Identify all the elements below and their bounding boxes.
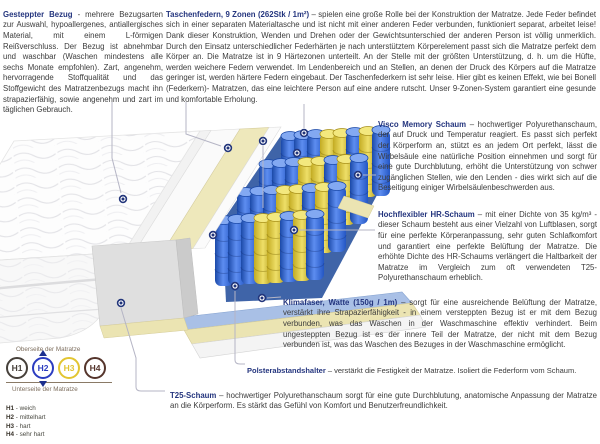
hardness-legend: [6, 405, 144, 440]
callout-dot-springs-b: [293, 149, 301, 157]
section-title: Klimafaser, Watte (150g / 1m): [283, 297, 398, 307]
callout-dot-taschenfedern: [300, 129, 308, 137]
section-klimafaser: [283, 298, 597, 351]
hardness-option-h2-wrap: [32, 357, 54, 379]
legend-item: H3 - hart: [6, 422, 31, 430]
callout-dot-klima: [258, 294, 266, 302]
callout-dot-cover: [119, 195, 127, 203]
hardness-option-h1-wrap: [6, 357, 28, 379]
section-body: – spielen eine große Rolle bei der Konstruktion der Matratze. Jede Feder befindet sich in einer separaten Materialtasche und ist nicht mit einer anderen Feder verbunden, funktioniert separat, arbeitet leise! Dank dieser Konstruktion, Wenden und Drehen oder der Gewichtsunterschied der anderen Person ist völlig unmerklich. Durch den Einsatz unterschiedlicher Federhärten je nach unterstütztem Körperelement passt sich die Matratze perfekt dem Körper an. Die Matratze ist in 9 Härtezonen unterteilt. An der Stelle mit der größten Unterstützung, d. h. um die Hüfte, werden weichere Federn verwendet. Im Lendenbereich und an Stellen, an denen der Druck des Körpers auf die Matratze geringer ist, werden härtere Federn eingebaut. Der Taschenfederkern ist sehr leise. Hier gibt es keinen Effekt, wie bei Bonell (Federkern)- Matratzen, das eine leichtere Person auf eine andere rutscht. Unser 9-Zonen-System garantiert eine gesunde und komfortable Erholung.: [166, 9, 596, 104]
hardness-option-h2-selected[interactable]: H2: [32, 357, 54, 379]
arrow-down-icon: [39, 381, 47, 387]
callout-dot-polster: [231, 282, 239, 290]
arrow-up-icon: [39, 350, 47, 356]
section-title: T25-Schaum: [170, 390, 217, 400]
hardness-option-h1[interactable]: H1: [6, 357, 28, 379]
section-body: – sorgt für eine ausreichende Belüftung der Matratze, verstärkt ihre Strapazierfähigkeit - in einem versteppten Bezug ist er mit dem Bezug verbunden, was das Waschen in der Waschmaschine effektiv verhindert. Beim ungesteppten Bezug ist es der innere Teil der Matratze, der nicht mit dem Bezug verbunden ist, was das Waschen des Bezuges in der Waschmaschine ermöglicht.: [283, 297, 597, 350]
section-taschenfedern: [166, 10, 596, 105]
section-body: - mehrere Bezugsarten zur Auswahl, hypoallergenes, antiallergisches Material, mit einem L-förmigen Reißverschluss. Der Bezug ist abnehmbar und waschbar (Waschen mindestens alle sechs Monate empfohlen). Zart, angenehm, hervorragende Stoffqualität und das Stoffgewicht des Matratzenbezugs macht ihn strapazierfähig, sowie angenehm und zart im täglichen Gebrauch.: [3, 9, 163, 115]
callout-dot-visco: [354, 171, 362, 179]
section-title: Polsterabstandshalter: [247, 365, 326, 375]
callout-dot-t25: [117, 299, 125, 307]
section-visco-memory-schaum: [378, 120, 597, 194]
hardness-option-h3-wrap: [58, 357, 80, 379]
callout-dot-sidewall: [209, 231, 217, 239]
hardness-top-label: Oberseite der Matratze: [16, 346, 81, 353]
section-gesteppter-bezug: [3, 10, 163, 116]
section-t25-schaum: [170, 391, 597, 412]
callout-dot-springs-a: [224, 144, 232, 152]
section-hr-schaum: [378, 210, 597, 284]
section-title: Taschenfedern, 9 Zonen (262Stk / 1m²): [166, 9, 310, 19]
callout-dot-foam-top: [259, 137, 267, 145]
spring-box-side: [92, 238, 198, 338]
legend-item: H1 - weich: [6, 405, 36, 412]
section-body: – hochwertiger Polyurethanschaum, der auf Druck und Temperatur reagiert. Es passt sich perfekt der Körperform an, stützt es an jedem Ort perfekt, lässt die Wirbelsäule eine natürliche Position einnehmen und sorgt für eine gute Durchblutung, erhöht die Unterstützung von schwer zugänglichen Stellen, wie den Lenden - dies wirkt sich auf die Beseitigung einiger Wirbelsäulenbeschwerden aus.: [378, 119, 597, 193]
callout-dot-hr: [290, 226, 298, 234]
section-body: – mit einer Dichte von 35 kg/m³ - dieser Schaum besteht aus einer Vielzahl von Luftblasen, sorgt für eine perfekte Körperanpassung, sehr guten Schlafkomfort und garantiert eine perfekte Belüftung der Matratze. Die erhöhte Dichte des HR-Schaums verlängert die Haltbarkeit der Matratze im Vergleich zum oft verwendeten T25-Polyurethanschaum erheblich.: [378, 209, 597, 283]
section-title: Visco Memory Schaum: [378, 119, 467, 129]
hardness-options: [6, 355, 112, 383]
section-title: Hochflexibler HR-Schaum: [378, 209, 475, 219]
hardness-scale: [4, 346, 144, 440]
legend-item: H4 - sehr hart: [6, 431, 45, 439]
legend-item: H2 - mittelhart: [6, 413, 46, 421]
section-body: – verstärkt die Festigkeit der Matratze. Isoliert die Federform vom Schaum.: [325, 365, 577, 375]
section-body: – hochwertiger Polyurethanschaum sorgt für eine gute Durchblutung, anatomische Anpassung der Matratze an die Körperform. Es stärkt das Gefühl von Komfort und Benutzerfreundlichkeit.: [170, 390, 597, 411]
section-title: Gesteppter Bezug: [3, 9, 73, 19]
hardness-option-h4[interactable]: H4: [84, 357, 106, 379]
hardness-bottom-label: Unterseite der Matratze: [12, 386, 78, 393]
section-polsterabstandshalter: [247, 366, 576, 377]
hardness-option-h3[interactable]: H3: [58, 357, 80, 379]
hardness-option-h4-wrap: [84, 357, 106, 379]
